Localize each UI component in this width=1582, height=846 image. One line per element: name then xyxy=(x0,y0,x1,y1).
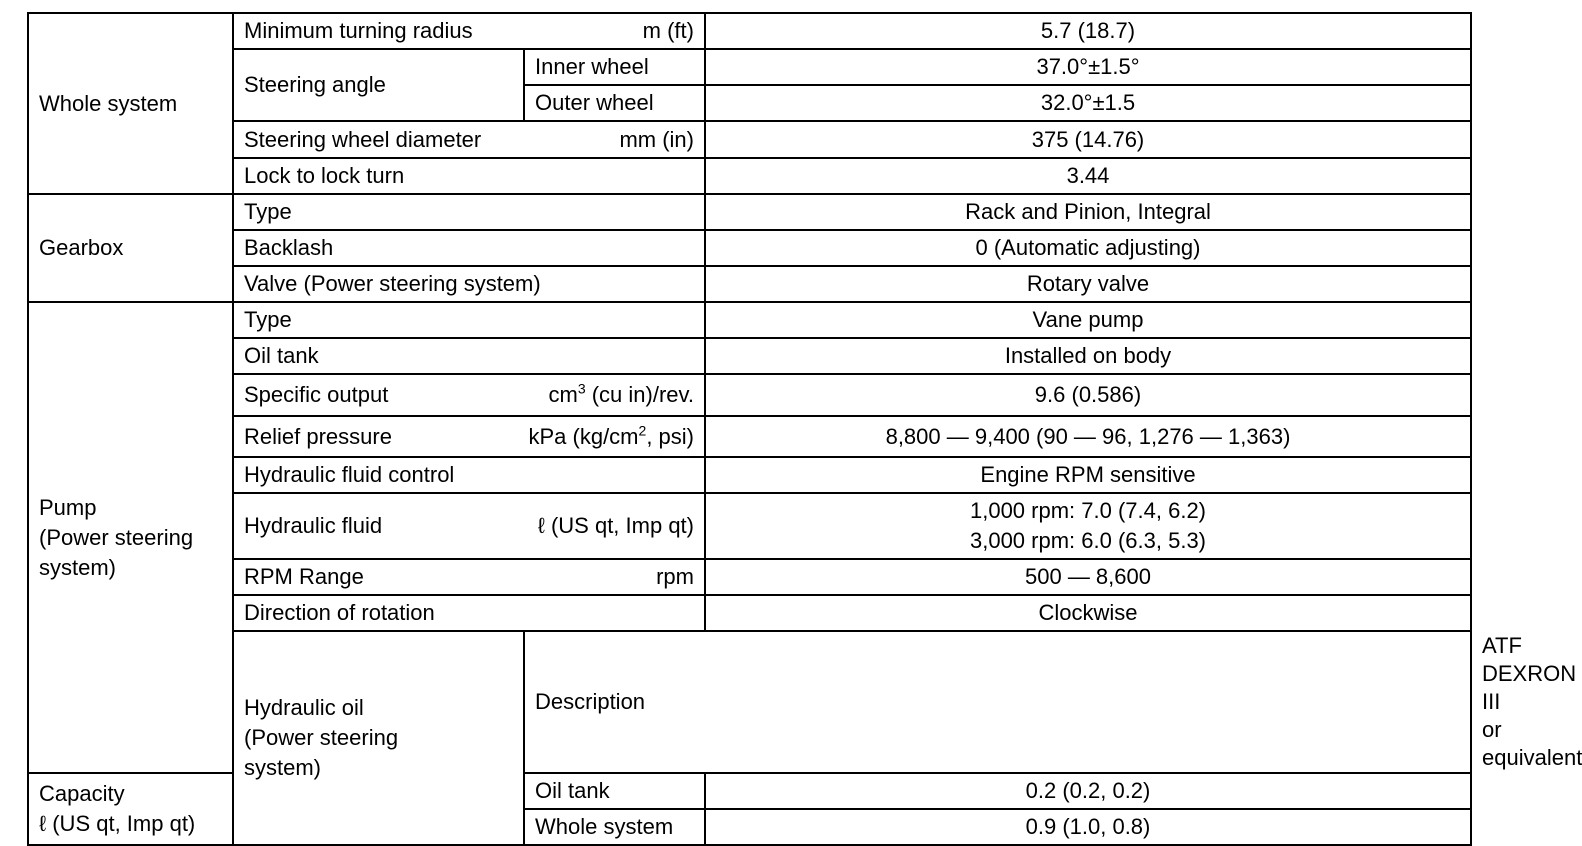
value-cell: 8,800 — 9,400 (90 — 96, 1,276 — 1,363) xyxy=(705,416,1471,457)
table-row xyxy=(28,338,1471,374)
table-row xyxy=(28,559,1471,595)
unit-text xyxy=(548,381,694,409)
capacity-label xyxy=(28,773,233,845)
label-text: Valve (Power steering system) xyxy=(233,266,705,302)
table-row xyxy=(28,457,1471,493)
unit-part: , psi) xyxy=(646,423,694,449)
label-text: Oil tank xyxy=(233,338,705,374)
group-line: system) xyxy=(244,755,321,780)
group-line: (Power steering xyxy=(244,725,399,750)
group-whole-system: Whole system xyxy=(28,13,233,194)
unit-text: rpm xyxy=(656,564,694,589)
value-cell: Engine RPM sensitive xyxy=(705,457,1471,493)
value-cell: Vane pump xyxy=(705,302,1471,338)
table-row xyxy=(28,374,1471,416)
unit-superscript: 3 xyxy=(577,380,586,397)
value-line: 1,000 rpm: 7.0 (7.4, 6.2) xyxy=(969,498,1207,523)
value-cell: 5.7 (18.7) xyxy=(705,13,1471,49)
row-label xyxy=(233,416,705,457)
table-row xyxy=(28,266,1471,302)
unit-text: ℓ (US qt, Imp qt) xyxy=(39,811,196,836)
table-row: Hydraulic oil (Power steering system) Description ATF DEXRON III or equivalent xyxy=(28,631,1471,773)
table-row xyxy=(28,595,1471,631)
table-row xyxy=(28,121,1471,158)
value-cell: Clockwise xyxy=(705,595,1471,631)
label-text: Type xyxy=(233,302,705,338)
unit-text: m (ft) xyxy=(642,18,694,43)
label-text: RPM Range xyxy=(244,564,364,589)
value-cell: 0 (Automatic adjusting) xyxy=(705,230,1471,266)
row-label xyxy=(233,493,705,559)
unit-part: kPa (kg/cm xyxy=(528,423,639,449)
sublabel-text: Oil tank xyxy=(524,773,705,809)
label-text: Hydraulic fluid xyxy=(244,513,383,538)
unit-text: mm (in) xyxy=(619,126,694,152)
label-text: Description xyxy=(524,631,1471,773)
value-cell: 32.0°±1.5 xyxy=(705,85,1471,121)
sublabel-text: Inner wheel xyxy=(524,49,705,85)
group-line: (Power steering xyxy=(39,524,194,550)
value-cell: 9.6 (0.586) xyxy=(705,374,1471,416)
label-text: Steering angle xyxy=(233,49,524,121)
sublabel-text: Outer wheel xyxy=(524,85,705,121)
label-text: Capacity xyxy=(39,781,125,806)
row-label xyxy=(233,374,705,416)
value-cell: 500 — 8,600 xyxy=(705,559,1471,595)
table-row xyxy=(28,13,1471,49)
unit-part: cm xyxy=(548,382,578,407)
label-text: Backlash xyxy=(233,230,705,266)
value-cell: 3.44 xyxy=(705,158,1471,194)
table-row xyxy=(28,302,1471,338)
unit-part: (cu in)/rev. xyxy=(585,382,694,407)
unit-superscript: 2 xyxy=(638,422,647,439)
label-text: Relief pressure xyxy=(244,423,392,449)
table-row xyxy=(28,230,1471,266)
table-row xyxy=(28,194,1471,230)
row-label xyxy=(233,121,705,158)
row-label xyxy=(233,13,705,49)
value-cell: 375 (14.76) xyxy=(705,121,1471,158)
group-line: system) xyxy=(39,554,116,580)
row-label xyxy=(233,559,705,595)
label-text: Steering wheel diameter xyxy=(244,126,482,152)
label-text: Specific output xyxy=(244,382,389,407)
sublabel-text: Whole system xyxy=(524,809,705,845)
group-line: Pump xyxy=(39,494,97,520)
label-text: Hydraulic fluid control xyxy=(233,457,705,493)
value-cell: Installed on body xyxy=(705,338,1471,374)
value-cell: Rack and Pinion, Integral xyxy=(705,194,1471,230)
value-cell: 0.2 (0.2, 0.2) xyxy=(705,773,1471,809)
value-cell: 0.9 (1.0, 0.8) xyxy=(705,809,1471,845)
table-row xyxy=(28,158,1471,194)
value-cell: Rotary valve xyxy=(705,266,1471,302)
table-row xyxy=(28,493,1471,559)
unit-text xyxy=(528,423,694,451)
value-cell xyxy=(705,493,1471,559)
value-cell: 37.0°±1.5° xyxy=(705,49,1471,85)
value-line: 3,000 rpm: 6.0 (6.3, 5.3) xyxy=(969,528,1207,553)
label-text: Minimum turning radius xyxy=(244,18,473,43)
group-pump xyxy=(28,302,233,773)
label-text: Direction of rotation xyxy=(233,595,705,631)
table-row xyxy=(28,49,1471,85)
group-gearbox: Gearbox xyxy=(28,194,233,302)
unit-text: ℓ (US qt, Imp qt) xyxy=(537,513,694,538)
table-row xyxy=(28,416,1471,457)
spec-table xyxy=(27,12,1582,846)
group-hydraulic-oil xyxy=(233,631,524,845)
group-line: Hydraulic oil xyxy=(244,695,364,720)
label-text: Lock to lock turn xyxy=(233,158,705,194)
label-text: Type xyxy=(233,194,705,230)
